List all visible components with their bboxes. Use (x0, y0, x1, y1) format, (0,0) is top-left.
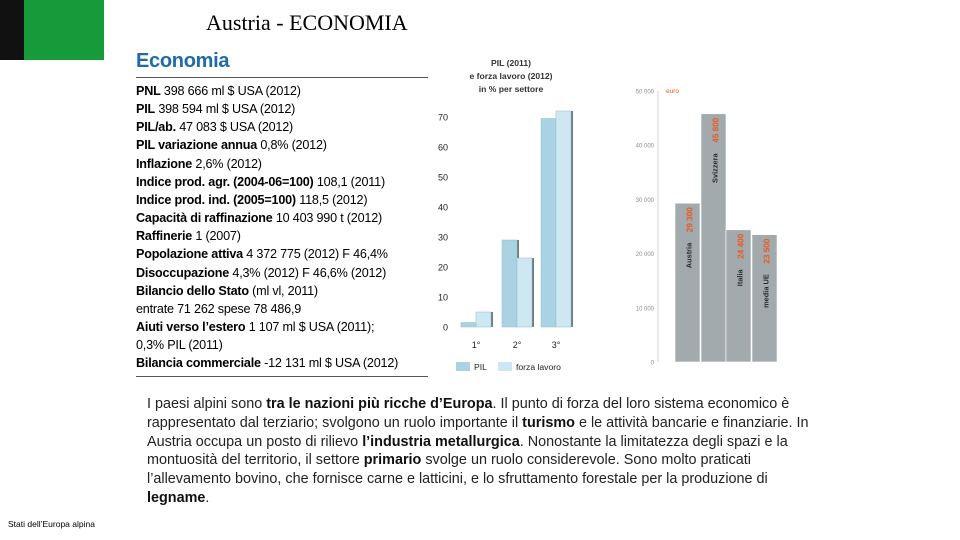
economia-item-label: PIL (136, 102, 155, 117)
economia-item (136, 227, 436, 245)
economia-item (136, 136, 436, 154)
legend-label: forza lavoro (516, 362, 561, 372)
economia-item-label: Popolazione attiva (136, 247, 243, 262)
income-y-tick: 10 000 (635, 306, 654, 313)
text-bold: legname (147, 489, 206, 506)
sector-chart-title-line-1: PIL (2011) (491, 58, 531, 68)
economia-item-label: Inflazione (136, 156, 193, 171)
sector-y-tick: 20 (437, 262, 448, 273)
economia-item (136, 282, 436, 300)
economia-item (136, 300, 436, 318)
sector-chart (438, 58, 573, 372)
economia-item (136, 82, 436, 100)
income-y-tick: 20 000 (635, 252, 654, 259)
income-value-label: 23 500 (762, 238, 772, 264)
economia-item-value: 0,3% PIL (2011) (136, 338, 223, 353)
sector-y-tick: 60 (437, 142, 448, 153)
economia-item-value: 2,6% (2012) (195, 156, 262, 171)
income-unit-label: euro (666, 88, 680, 95)
income-value-label: 29 300 (685, 207, 695, 233)
economia-item-label: Indice prod. agr. (2004-06=100) (136, 174, 314, 189)
slide-title: Austria - ECONOMIA (206, 10, 408, 35)
economia-item-value: 4,3% (2012) F 46,6% (2012) (232, 265, 387, 280)
sector-bar (517, 258, 532, 327)
economia-item-label: Raffinerie (136, 229, 193, 244)
footer-label: Stati dell’Europa alpina (8, 519, 95, 529)
income-chart (636, 88, 777, 367)
economia-item (136, 100, 436, 118)
legend-swatch (498, 362, 512, 371)
text-span: svolge un ruolo considerevole. Sono molto praticati l’allevamento bovino, che fornisce carne e latticini, e lo sfruttamento forestale per la produzione di (147, 452, 768, 488)
income-y-tick: 50 000 (635, 89, 654, 96)
economia-item-label: PIL variazione annua (136, 138, 258, 153)
sector-chart-title-line-3: in % per settore (478, 84, 544, 94)
sector-y-tick: 10 (437, 292, 448, 303)
sector-y-tick: 40 (437, 202, 448, 213)
decor-block-green (24, 0, 104, 60)
sector-category-label: 1° (471, 340, 481, 350)
economia-item-value: 10 403 990 t (2012) (275, 211, 383, 226)
sector-y-tick: 50 (437, 172, 448, 183)
economia-item (136, 191, 436, 209)
text-span: . (205, 489, 210, 506)
legend-label: PIL (474, 362, 487, 372)
income-category-label: Svizzera (710, 153, 720, 183)
income-y-tick: 0 (650, 360, 654, 367)
text-span: e le attività bancarie e finanziarie. In Austria occupa un posto di rilievo (147, 414, 809, 450)
economia-item-label: PIL/ab. (136, 120, 176, 135)
income-category-label: Austria (684, 242, 694, 269)
income-y-tick: 30 000 (635, 197, 654, 204)
legend-swatch (456, 362, 470, 371)
economia-item-value: 4 372 775 (2012) F 46,4% (246, 247, 388, 262)
sector-category-label: 3° (551, 340, 561, 350)
economia-item (136, 318, 436, 336)
economia-item (136, 118, 436, 136)
sector-bar (461, 323, 476, 328)
economia-item-value: (ml vl, 2011) (252, 283, 318, 298)
sector-bar (476, 312, 491, 327)
sector-chart-title-line-2: e forza lavoro (2012) (469, 71, 553, 81)
economia-item (136, 245, 436, 263)
sector-bar (502, 240, 517, 327)
income-bar (701, 114, 726, 362)
economia-item (136, 336, 436, 354)
economia-item-label: Aiuti verso l’estero (136, 320, 246, 335)
economia-item-value: 398 666 ml $ USA (2012) (163, 84, 301, 98)
income-category-label: media UE (761, 274, 771, 308)
text-span: . Nonostante la limitatezza degli spazi e la montuosità del territorio, il settore (147, 433, 788, 469)
sector-bar (556, 111, 571, 327)
sector-y-tick: 30 (437, 232, 448, 243)
sector-bar (541, 119, 556, 328)
income-value-label: 45 800 (711, 117, 721, 143)
text-bold: primario (363, 452, 422, 469)
income-category-label: Italia (735, 269, 745, 287)
economia-list (136, 82, 436, 373)
economia-item (136, 173, 436, 191)
text-span: I paesi alpini sono (147, 396, 267, 412)
income-y-tick: 40 000 (635, 143, 654, 150)
economia-item-value: 47 083 $ USA (2012) (179, 120, 294, 135)
economia-item-label: Indice prod. ind. (2005=100) (136, 192, 296, 207)
economia-item (136, 354, 436, 372)
economia-item-label: Bilancio dello Stato (136, 283, 249, 298)
income-value-label: 24 400 (736, 233, 746, 259)
charts-figure (430, 55, 790, 380)
sector-y-tick: 70 (437, 112, 448, 123)
economia-item-value: 1 107 ml $ USA (2011); (248, 320, 375, 335)
list-bottom-divider (136, 376, 428, 377)
text-bold: turismo (522, 414, 575, 431)
text-bold: l’industria metallurgica (362, 433, 520, 450)
sector-y-tick: 0 (442, 322, 448, 333)
text-bold: tra le nazioni più ricche d’Europa (266, 396, 493, 412)
economia-heading: Economia (136, 50, 230, 72)
economia-item-label: Capacità di raffinazione (136, 211, 273, 226)
economia-item-label: Bilancia commerciale (136, 356, 261, 371)
economia-item-value: entrate 71 262 spese 78 486,9 (136, 301, 302, 316)
economia-item-value: 398 594 ml $ USA (2012) (158, 102, 296, 117)
decor-block-black (0, 0, 24, 60)
economia-item-label: PNL (136, 84, 161, 98)
economia-item (136, 155, 436, 173)
text-span: . Il punto di forza del loro sistema economico è rappresentato dal terziario; svolgono un ruolo importante il (147, 396, 790, 431)
economia-item (136, 264, 436, 282)
heading-divider (136, 77, 428, 78)
economia-item-value: 1 (2007) (195, 229, 241, 244)
economia-item-value: 108,1 (2011) (316, 174, 385, 189)
economia-item-value: 0,8% (2012) (260, 138, 327, 153)
economia-item-value: -12 131 ml $ USA (2012) (264, 356, 399, 371)
main-paragraph (147, 395, 827, 508)
economia-item-value: 118,5 (2012) (299, 192, 368, 207)
sector-category-label: 2° (512, 340, 522, 350)
economia-item-label: Disoccupazione (136, 265, 230, 280)
economia-item (136, 209, 436, 227)
